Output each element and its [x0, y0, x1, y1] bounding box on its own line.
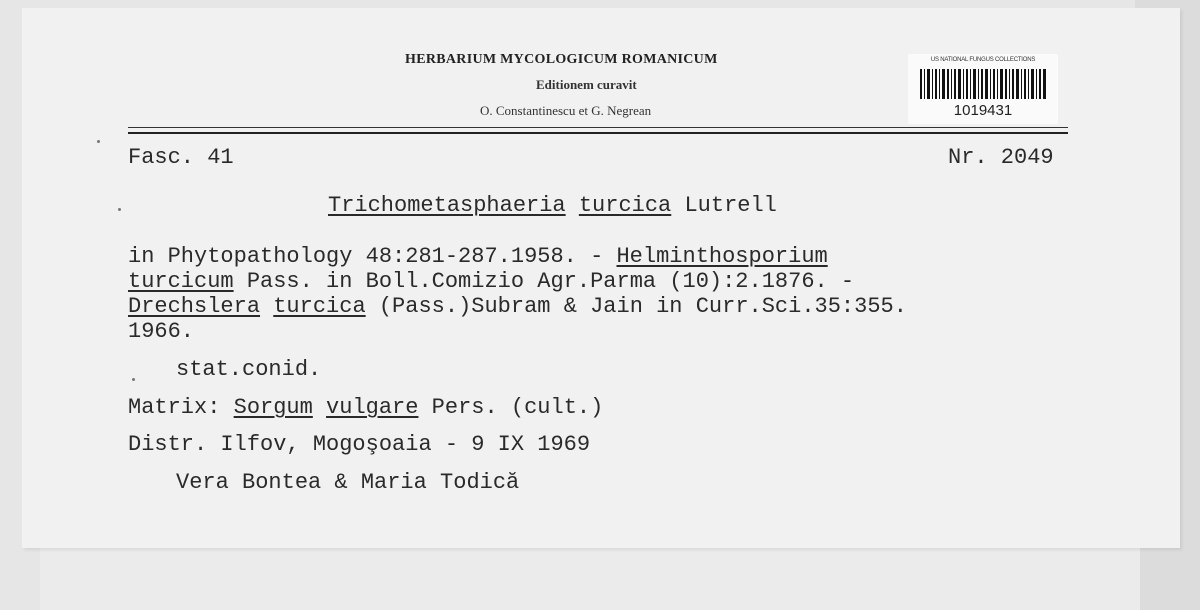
distribution-line: Distr. Ilfov, Mogoşoaia - 9 IX 1969	[128, 432, 591, 457]
exsiccata-number: Nr. 2049	[948, 145, 1054, 170]
synonymy-line-1	[128, 245, 828, 269]
paper-speck	[118, 208, 121, 211]
barcode-institution: US NATIONAL FUNGUS COLLECTIONS	[930, 57, 1036, 63]
matrix-label: Matrix:	[128, 395, 221, 420]
paper-speck	[132, 378, 135, 381]
synonymy-line-4: 1966.	[128, 319, 195, 344]
header-rule-thin	[128, 127, 1068, 128]
herbarium-subtitle: Editionem curavit	[536, 77, 637, 92]
card-shadow-edge	[40, 548, 1140, 610]
synonym-epithet-turcica: turcica	[273, 294, 366, 319]
barcode-bars	[920, 69, 1046, 99]
synonym-epithet-turcicum: turcicum	[128, 269, 234, 294]
synonymy-line-2	[128, 270, 854, 294]
synonymy-citation-1: in Phytopathology 48:281-287.1958. -	[128, 244, 617, 269]
barcode-sticker	[908, 54, 1058, 124]
fascicle-number: Fasc. 41	[128, 145, 234, 170]
collectors-line: Vera Bontea & Maria Todică	[176, 470, 520, 495]
matrix-genus: Sorgum	[233, 395, 313, 420]
species-genus: Trichometasphaeria	[328, 193, 566, 218]
matrix-line	[128, 396, 603, 420]
paper-speck	[97, 140, 100, 143]
stage-note: stat.conid.	[176, 357, 322, 382]
matrix-epithet: vulgare	[326, 395, 419, 420]
synonymy-citation-2: Pass. in Boll.Comizio Agr.Parma (10):2.1876. -	[233, 269, 855, 294]
synonym-genus-drechslera: Drechslera	[128, 294, 261, 319]
species-name	[328, 194, 777, 218]
herbarium-editors: O. Constantinescu et G. Negrean	[480, 103, 652, 118]
species-author: Lutrell	[684, 193, 777, 218]
matrix-author: Pers. (cult.)	[418, 395, 604, 420]
barcode-number: 1019431	[953, 102, 1013, 119]
synonym-genus-helminthosporium: Helminthosporium	[616, 244, 828, 269]
herbarium-title: HERBARIUM MYCOLOGICUM ROMANICUM	[405, 52, 718, 67]
species-epithet: turcica	[578, 193, 672, 218]
header-rule-thick	[128, 132, 1068, 134]
synonymy-citation-3: (Pass.)Subram & Jain in Curr.Sci.35:355.	[365, 294, 907, 319]
synonymy-line-3	[128, 295, 907, 319]
